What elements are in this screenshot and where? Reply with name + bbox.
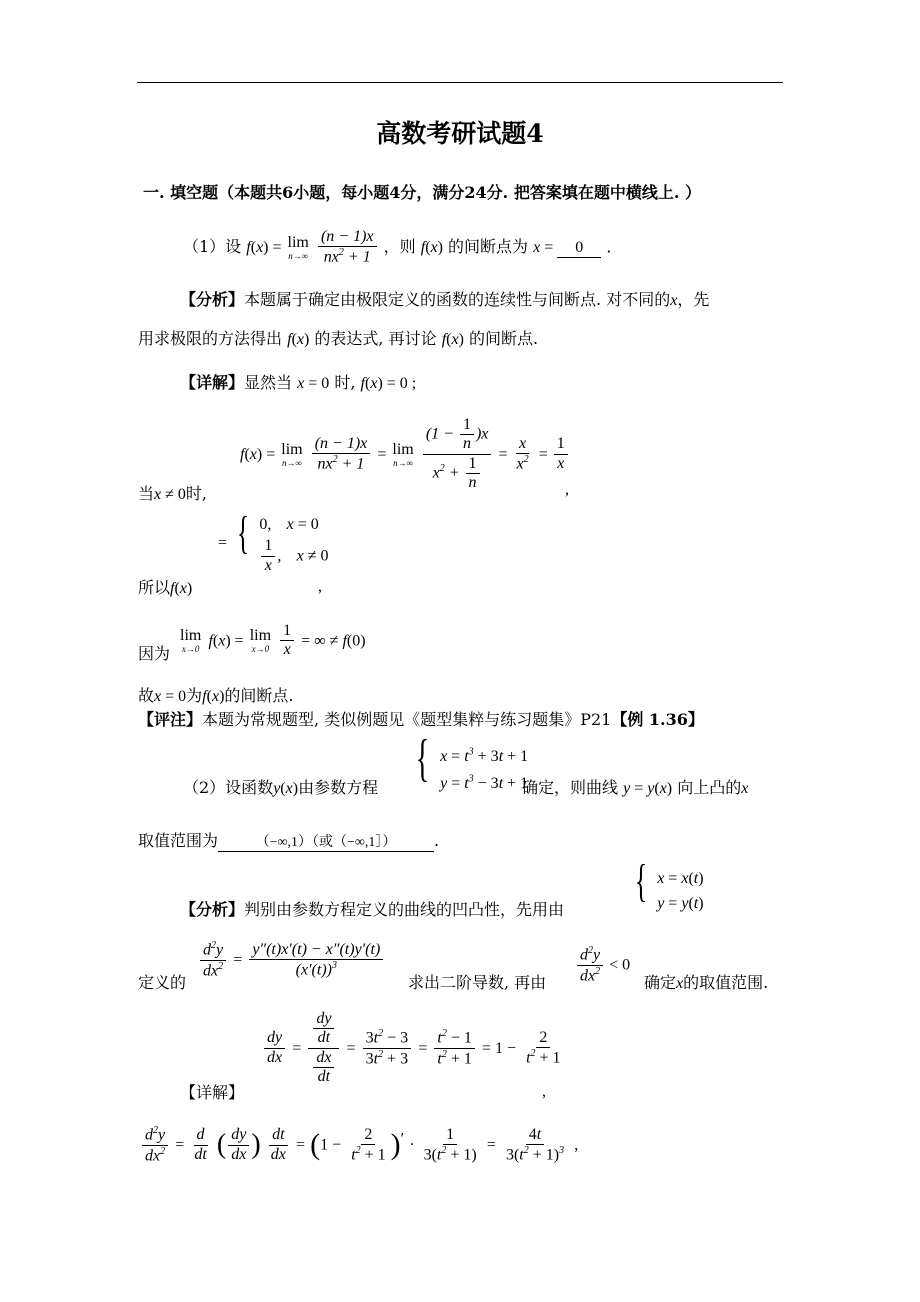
q1-detail-text1: 显然当 (244, 373, 293, 392)
q2-second-derivative-def: $\frac{d^2y}{dx^2}$ = $\frac{y''(t)x'(t) - x''(t)y'(t)}{(x'(t))^3}$ (198, 940, 385, 980)
q2-convex: 向上凸的 (677, 778, 742, 797)
analysis-tag: 【分析】 (180, 290, 245, 309)
q2-answer-blank: （−∞,1）（或（−∞,1］） (218, 831, 434, 852)
comma: , (318, 578, 322, 595)
q2-first-derivative: $\frac{dy}{dx}$ = $\frac{\frac{dy}{dt}}{\frac{dx}{dt}}$ = $\frac{3t^2 - 3}{3t^2 + 3}$ = $\frac{t^2 - 1}{t^2 + 1}$ = 1 − $\frac{2}{t^2 + 1}$ (262, 1010, 566, 1087)
top-rule (137, 82, 783, 83)
q1-so: 所以f(x) (138, 578, 193, 597)
q1-detail-line1: 【详解】显然当 x = 0 时, f(x) = 0 ; (180, 373, 417, 392)
q1-line: （1）设 f(x) = lim n→∞ $\frac{(n - 1)x}{nx^2 + 1}$ ，则 f(x) 的间断点为 x = 0 ． (183, 228, 623, 266)
q2-determine-range-textb: 的取值范围. (683, 973, 769, 992)
comma: , (542, 1083, 546, 1100)
q1-analysis-text1b: ，先 (677, 290, 710, 309)
q1-prefix: （1）设 (183, 237, 242, 257)
q2-analysis-text1: 判别由参数方程定义的曲线的凹凸性，先用由 (244, 900, 565, 919)
q1-case-when: 当x ≠ 0时, (138, 484, 207, 503)
q1-formula-limit: f(x) = lim n→∞ $\frac{(n - 1)x}{nx^2 + 1}$ = lim n→∞ (1 − $\frac{1}{n}$ )x $x^2$ + $\frac{1}{n}$ = $\frac{x}{x^2}$ = $\frac{1}{x}$ (240, 416, 570, 493)
q2-detail-tag: 【详解】 (180, 1083, 245, 1102)
q2-system: { $x = t^3 + 3t + 1$ $y = t^3 - 3t + 1$ (415, 730, 529, 792)
q1-comment (138, 707, 704, 730)
q1-comment-text: 本题为常规题型, 类似例题见《题型集粹与练习题集》P21 (202, 710, 612, 729)
q1-detail-text1b: 时, (334, 373, 356, 392)
comment-example-tag: 【例 1.36】 (611, 710, 704, 729)
q1-analysis-text2b: 的表达式, 再讨论 (314, 329, 437, 348)
q2-defined: 定义的 (138, 973, 187, 992)
q2-line1b: 确定，则曲线 y = y(x) 向上凸的x (522, 778, 749, 797)
q1-because: 因为 (138, 644, 171, 663)
comment-tag: 【评注】 (138, 710, 203, 729)
q1-piecewise: = { 0, x = 0 $\frac{1}{x}$ , x ≠ 0 (218, 507, 329, 574)
q1-end: ． (606, 237, 623, 257)
q1-therefore: 故x = 0为f(x)的间断点. (138, 686, 294, 705)
comma: , (565, 481, 569, 498)
q2-condition: $\frac{d^2y}{dx^2}$ < 0 (575, 945, 630, 985)
q2-determine-range: 确定x的取值范围. (644, 973, 769, 992)
detail-tag: 【详解】 (180, 373, 245, 392)
q1-therefore-a: 故 (138, 686, 155, 705)
q2-determine-range-text: 确定 (644, 973, 677, 992)
q2-prefix: （2）设函数 (183, 778, 274, 797)
q2-range-line (138, 828, 439, 852)
q2-param-system: { x = x(t) y = y(t) (634, 855, 704, 912)
q1-therefore-c: 的间断点. (224, 686, 294, 705)
q1-case-when-textb: 时, (185, 484, 207, 503)
q2-by: 由参数方程 (298, 778, 379, 797)
q1-mid: ，则 (383, 237, 416, 257)
q2-second-derivative: $\frac{d^2y}{dx^2}$ = $\frac{d}{dt}$ ( $\frac{dy}{dx}$ ) $\frac{dt}{dx}$ = (1 − $\frac{2}{t^2 + 1}$ )′ · $\frac{1}{3(t^2 + 1)}$ = $\frac{4t}{3(t^2 + 1)^3}$ , (140, 1125, 578, 1165)
q2-line1a: （2）设函数y(x)由参数方程 (183, 778, 379, 797)
q2-end: . (434, 831, 440, 850)
q2-range-label: 取值范围为 (138, 831, 219, 850)
q2-determine: 确定，则曲线 (522, 778, 619, 797)
q1-case-when-text: 当 (138, 484, 155, 503)
q1-because-formula: lim x→0 f(x) = lim x→0 $\frac{1}{x}$ = ∞ ≠ f(0) (180, 622, 366, 659)
q1-answer-blank: 0 (557, 239, 601, 258)
q1-analysis-line2: 用求极限的方法得出 f(x) 的表达式, 再讨论 f(x) 的间断点. (138, 329, 539, 348)
q1-mid2: 的间断点为 (448, 237, 529, 257)
q1-analysis-text1: 本题属于确定由极限定义的函数的连续性与间断点. 对不同的 (244, 290, 671, 309)
q2-analysis-tag: 【分析】 (180, 900, 245, 919)
q1-so-text: 所以 (138, 578, 171, 597)
page-title: 高数考研试题4 (376, 119, 544, 148)
q1-analysis-text2c: 的间断点. (469, 329, 539, 348)
q2-analysis-line1 (180, 897, 564, 920)
q1-therefore-b: 为 (186, 686, 203, 705)
q1-analysis-line1: 【分析】本题属于确定由极限定义的函数的连续性与间断点. 对不同的x，先 (180, 290, 710, 309)
section-heading: 一. 填空题（本题共6小题，每小题4分，满分24分. 把答案填在题中横线上. ） (143, 183, 701, 202)
q2-compute: 求出二阶导数, 再由 (408, 973, 547, 992)
q1-analysis-text2a: 用求极限的方法得出 (138, 329, 283, 348)
